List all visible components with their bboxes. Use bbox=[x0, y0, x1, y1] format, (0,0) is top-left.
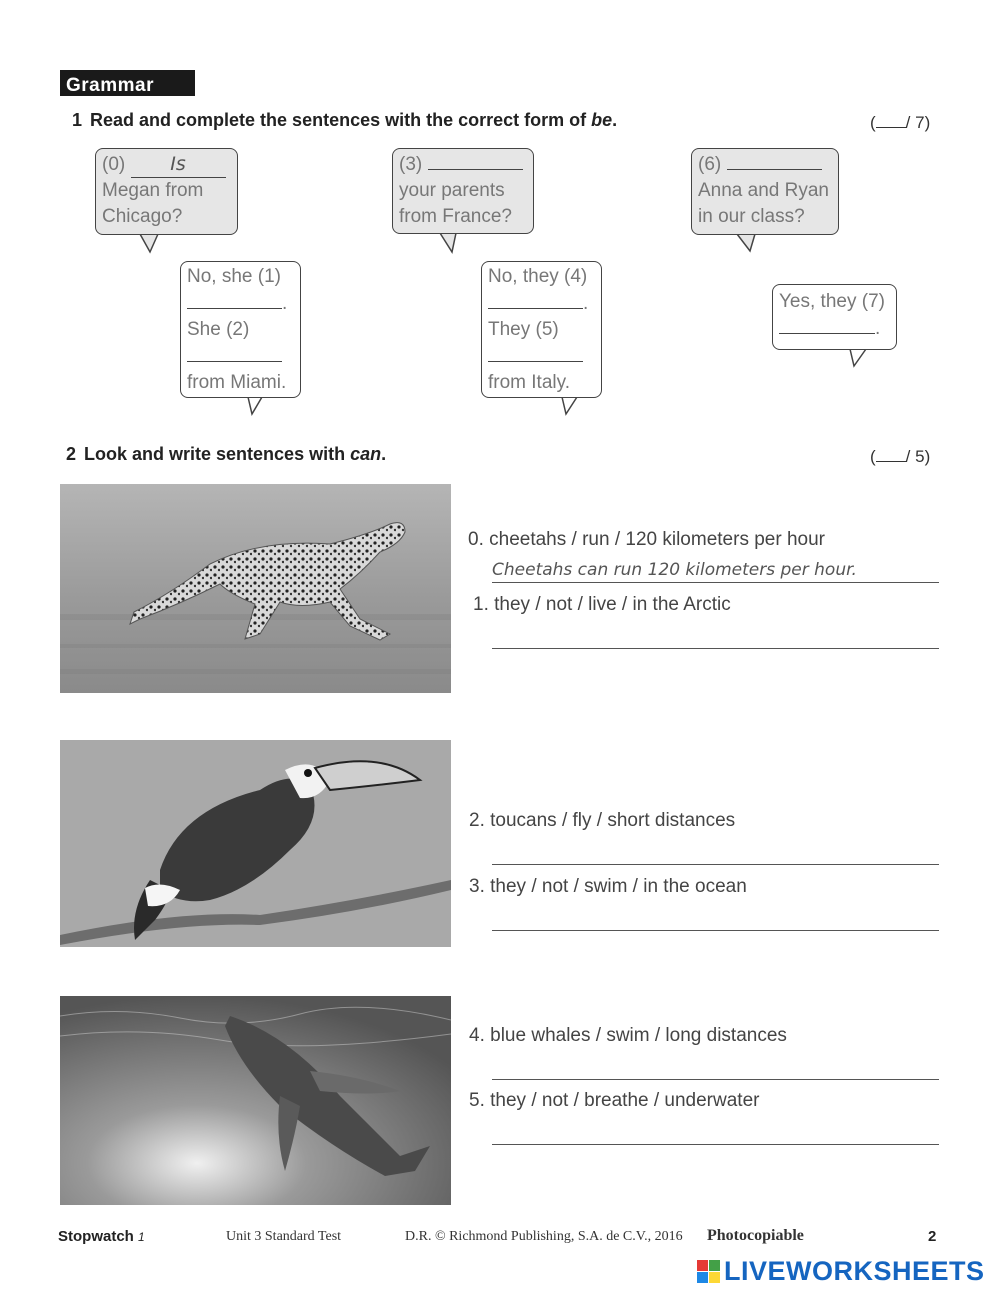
exercise-1-score: ( / 7) bbox=[870, 113, 931, 132]
test-name: Unit 3 Standard Test bbox=[226, 1229, 342, 1244]
item-5-prompt: 5. they / not / breathe / underwater bbox=[469, 1090, 760, 1111]
item-2-answer-line[interactable] bbox=[492, 841, 939, 865]
question-bubble-0: (0) Is Megan from Chicago? bbox=[95, 148, 238, 235]
photocopiable-label: Photocopiable bbox=[707, 1227, 804, 1244]
item-4-prompt: 4. blue whales / swim / long distances bbox=[469, 1025, 787, 1046]
blank-1[interactable] bbox=[187, 290, 282, 309]
question-bubble-3: (3) your parents from France? bbox=[392, 148, 534, 234]
item-3-answer-line[interactable] bbox=[492, 907, 939, 931]
liveworksheets-logo-icon bbox=[697, 1260, 720, 1283]
blank-5[interactable] bbox=[488, 343, 583, 362]
item-0-prompt: 0. cheetahs / run / 120 kilometers per hour bbox=[468, 529, 825, 550]
section-label: Grammar bbox=[60, 70, 195, 96]
answer-0: Is bbox=[131, 151, 226, 178]
question-bubble-6: (6) Anna and Ryan in our class? bbox=[691, 148, 839, 235]
exercise-2-score: ( / 5) bbox=[870, 447, 931, 466]
blank-2[interactable] bbox=[187, 343, 282, 362]
toucan-photo bbox=[60, 740, 451, 947]
item-5-answer-line[interactable] bbox=[492, 1121, 939, 1145]
item-2-prompt: 2. toucans / fly / short distances bbox=[469, 810, 736, 831]
blank-6[interactable] bbox=[727, 151, 822, 170]
page-number: 2 bbox=[928, 1228, 937, 1245]
blank-3[interactable] bbox=[428, 151, 523, 170]
copyright: D.R. © Richmond Publishing, S.A. de C.V., 2016 bbox=[405, 1229, 683, 1244]
whale-photo bbox=[60, 996, 451, 1205]
reply-bubble-4: No, they (4) . They (5) from Italy. bbox=[481, 261, 602, 398]
reply-bubble-1: No, she (1) . She (2) from Miami. bbox=[180, 261, 301, 398]
item-1-prompt: 1. they / not / live / in the Arctic bbox=[473, 594, 731, 615]
reply-bubble-7: Yes, they (7) . bbox=[772, 284, 897, 350]
score-blank[interactable] bbox=[876, 447, 906, 462]
liveworksheets-watermark: LIVEWORKSHEETS bbox=[697, 1256, 985, 1287]
item-0-answer: Cheetahs can run 120 kilometers per hour. bbox=[492, 560, 857, 580]
blank-4[interactable] bbox=[488, 290, 583, 309]
exercise-2-instruction: 2 Look and write sentences with can. bbox=[66, 444, 387, 464]
item-0-answer-line bbox=[492, 560, 939, 583]
item-1-answer-line[interactable] bbox=[492, 625, 939, 649]
blank-7[interactable] bbox=[779, 315, 875, 334]
item-3-prompt: 3. they / not / swim / in the ocean bbox=[469, 876, 747, 897]
brand-logo: Stopwatch 1 bbox=[58, 1228, 145, 1245]
exercise-number: 1 bbox=[72, 110, 83, 130]
exercise-number: 2 bbox=[66, 444, 77, 464]
exercise-1-instruction: 1 Read and complete the sentences with the correct form of be. bbox=[72, 110, 618, 130]
cheetah-photo bbox=[60, 484, 451, 693]
item-4-answer-line[interactable] bbox=[492, 1056, 939, 1080]
